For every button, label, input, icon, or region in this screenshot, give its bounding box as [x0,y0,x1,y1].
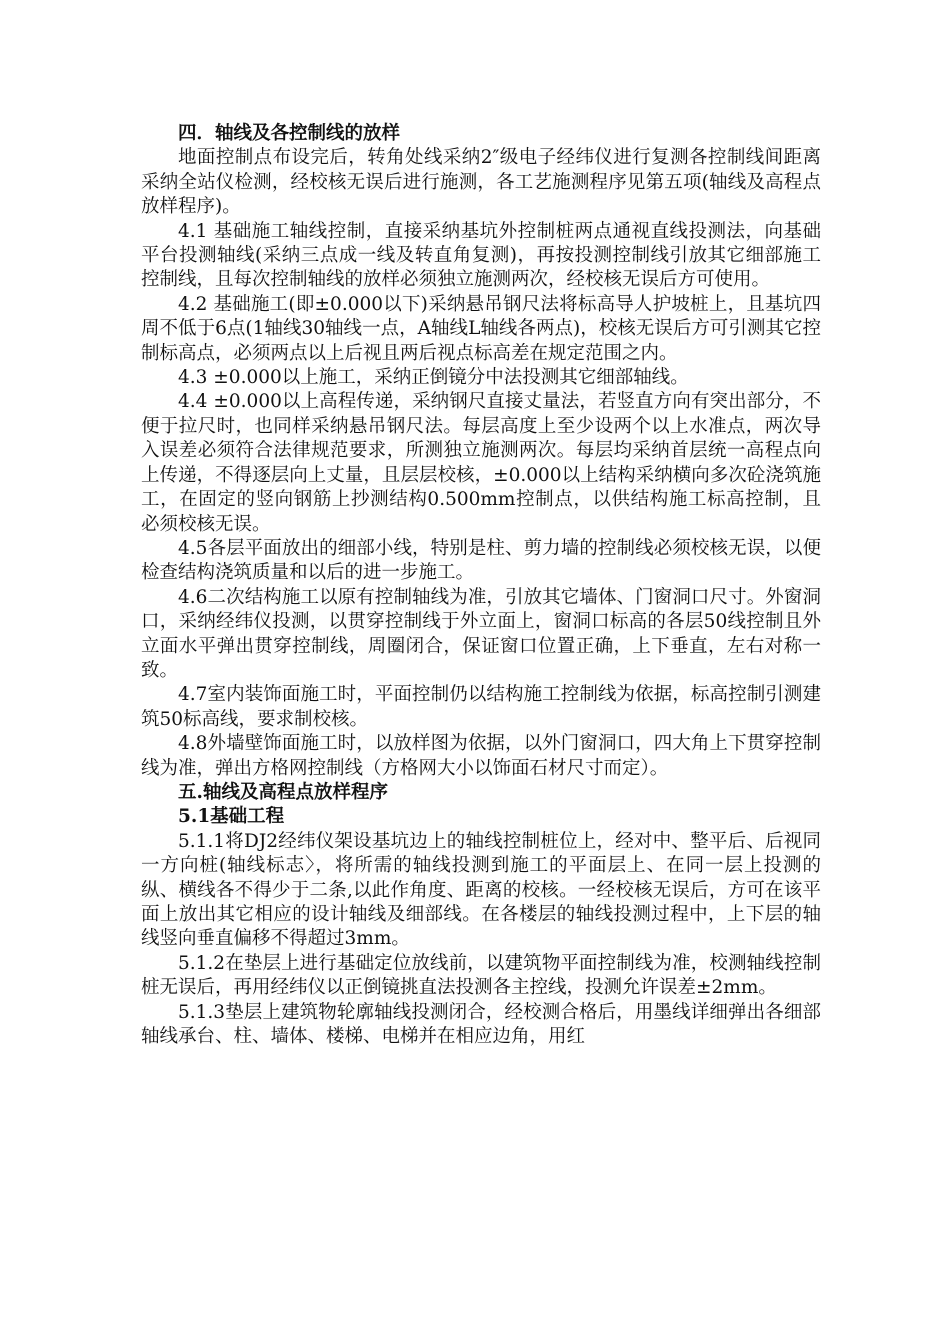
paragraph-5-1-2: 5.1.2在垫层上进行基础定位放线前，以建筑物平面控制线为准，校测轴线控制桩无误后，再用经纬仪以正倒镜挑直法投测各主控线，投测允许误差±2mm。 [141,952,821,999]
section-5-heading: 五.轴线及高程点放样程序 [178,781,388,803]
paragraph-4-7: 4.7室内装饰面施工时，平面控制仍以结构施工控制线为依据，标高控制引测建筑50标高线，要求制校核。 [141,684,821,730]
paragraph-4-3: 4.3 ±0.000以上施工，采纳正倒镜分中法投测其它细部轴线。 [178,367,689,389]
paragraph-4-8: 4.8外墙壁饰面施工时，以放样图为依据，以外门窗洞口，四大角上下贯穿控制线为准，弹出方格网控制线（方格网大小以饰面石材尺寸而定）。 [141,733,821,779]
paragraph-4-2: 4.2 基础施工(即±0.000以下)采纳悬吊钢尺法将标高导人护坡桩上，且基坑四周不低于6点(1轴线30轴线一点，A轴线L轴线各两点)，校核无误后方可引测其它控制标高点，必须两点以上后视且两后视点标高差在规定范围之内。 [141,293,821,364]
section-5-1-heading: 5.1基础工程 [178,806,285,828]
paragraph-4-5: 4.5各层平面放出的细部小线，特别是柱、剪力墙的控制线必须校核无误，以便检查结构浇筑质量和以后的进一步施工。 [141,537,821,584]
section-4-heading: 四．轴线及各控制线的放样 [178,123,401,144]
paragraph-5-1-1: 5.1.1将DJ2经纬仪架设基坑边上的轴线控制桩位上，经对中、整平后、后视同一方向桩(轴线标志〉，将所需的轴线投测到施工的平面层上、在同一层上投测的纵、横线各不得少于二条,以此作角度、距离的校核。一经校核无误后，方可在该平面上放出其它相应的设计轴线及细部线。在各楼层的轴线投测过程中，上下层的轴线竖向垂直偏移不得超过3mm。 [141,830,821,950]
paragraph-4-1: 4.1 基础施工轴线控制，直接采纳基坑外控制桩两点通视直线投测法，向基础平台投测轴线(采纳三点成一线及转直角复测)，再按投测控制线引放其它细部施工控制线，且每次控制轴线的放样必须独立施测两次，经校核无误后方可使用。 [141,220,821,291]
paragraph-5-1-3: 5.1.3垫层上建筑物轮廓轴线投测闭合，经校测合格后，用墨线详细弹出各细部轴线承台、柱、墙体、楼梯、电梯并在相应边角，用红 [141,1001,821,1048]
document-page [141,122,821,1049]
section-4-intro: 地面控制点布设完后，转角处线采纳2″级电子经纬仪进行复测各控制线间距离采纳全站仪检测，经校核无误后进行施测，各工艺施测程序见第五项(轴线及高程点放样程序)。 [141,147,821,218]
paragraph-4-4: 4.4 ±0.000以上高程传递，采纳钢尺直接丈量法，若竖直方向有突出部分，不便于拉尺时，也同样采纳悬吊钢尺法。每层高度上至少设两个以上水准点，两次导入误差必须符合法律规范要求，所测独立施测两次。每层均采纳首层统一高程点向上传递，不得逐层向上丈量，且层层校核，±0.000以上结构采纳横向多次砼浇筑施工，在固定的竖向钢筋上抄测结构0.500mm控制点，以供结构施工标高控制，且必须校核无误。 [141,391,821,535]
paragraph-4-6: 4.6二次结构施工以原有控制轴线为准，引放其它墙体、门窗洞口尺寸。外窗洞口，采纳经纬仪投测，以贯穿控制线于外立面上，窗洞口标高的各层50线控制且外立面水平弹出贯穿控制线，周圈闭合，保证窗口位置正确，上下垂直，左右对称一致。 [141,586,821,681]
